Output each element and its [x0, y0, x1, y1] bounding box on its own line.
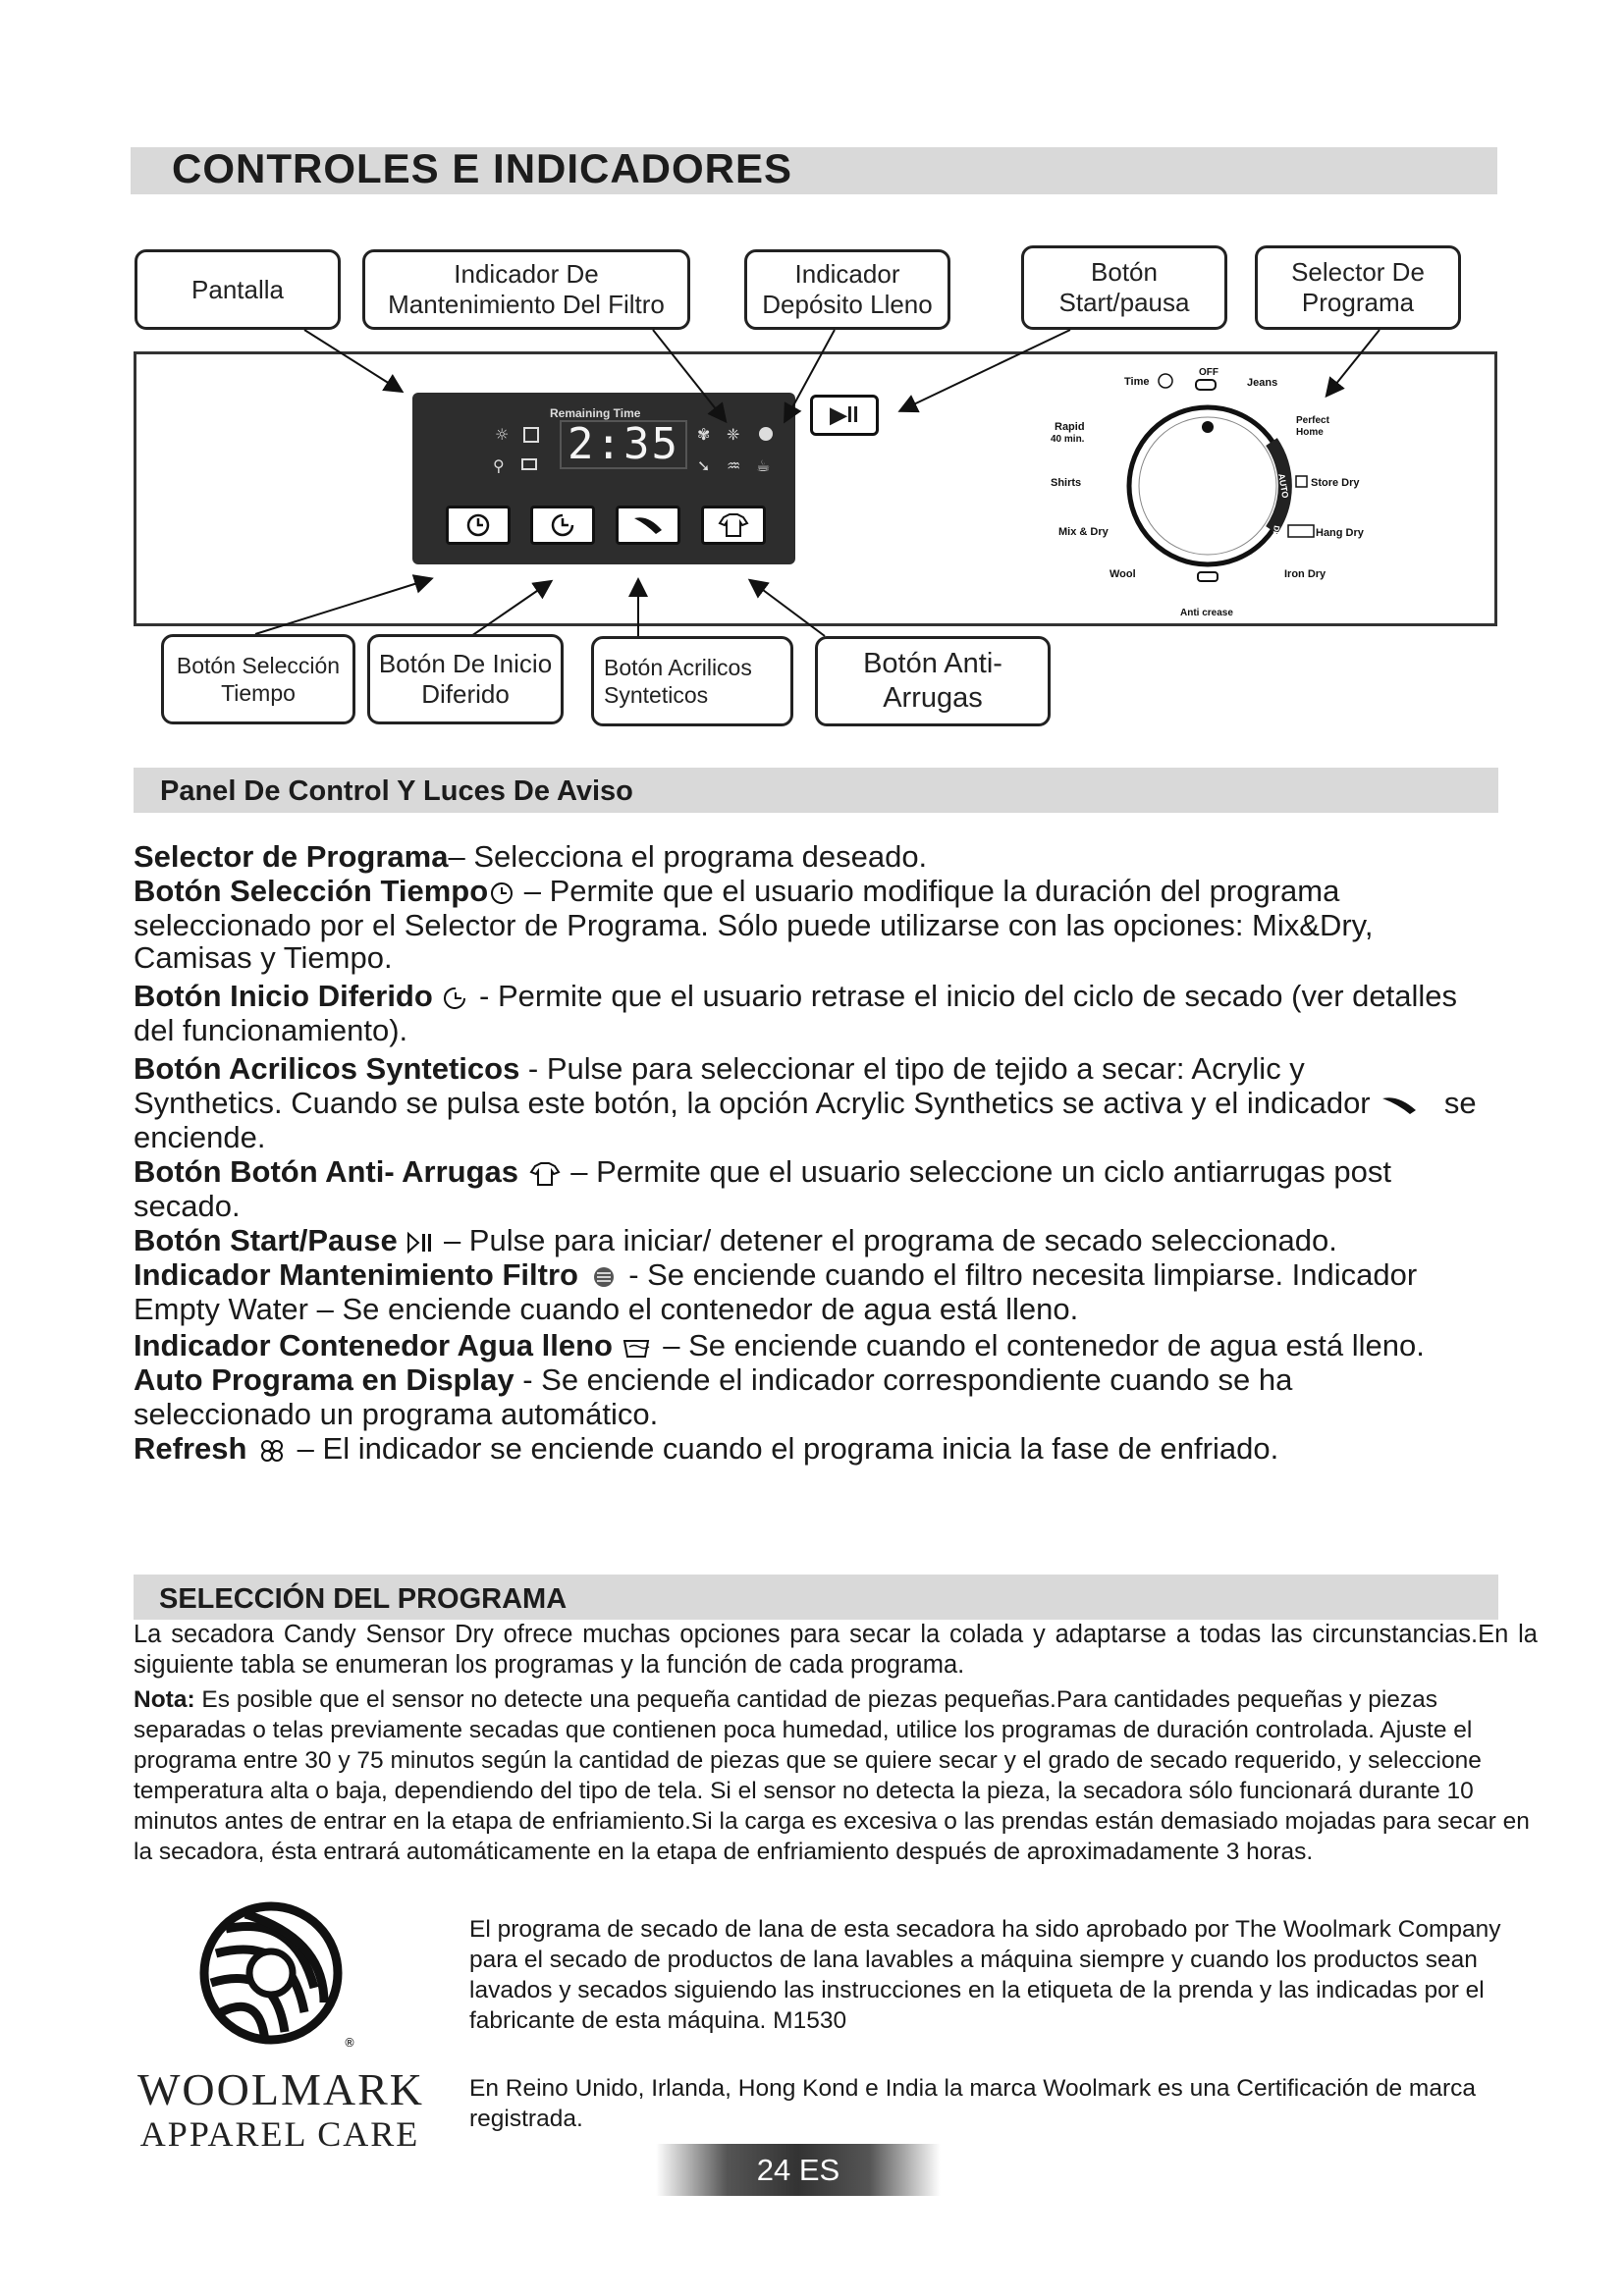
dial-hang-dry-label: Hang Dry — [1316, 527, 1364, 539]
desc-line-water-indicator: Indicador Contenedor Agua lleno – Se enciende cuando el contenedor de agua está lleno. — [134, 1328, 1425, 1362]
desc-line: Camisas y Tiempo. — [134, 940, 393, 975]
svg-text:➘: ➘ — [697, 456, 711, 475]
woolmark-logo — [177, 1895, 442, 2052]
desc-line-delay-button: Botón Inicio Diferido - Permite que el usuario retrase el inicio del ciclo de secado (ver detalles — [134, 979, 1457, 1013]
callout-pantalla: Pantalla — [135, 249, 341, 330]
dial-mix-dry-label: Mix & Dry — [1058, 526, 1109, 538]
svg-text:♒: ♒ — [727, 456, 741, 475]
callout-program-selector: Selector De Programa — [1255, 245, 1461, 330]
page-number: 24 ES — [756, 2153, 840, 2187]
shirt-icon — [527, 1160, 563, 1188]
dial-shirts-label: Shirts — [1051, 477, 1082, 489]
filter-icon — [587, 1263, 621, 1291]
dial-wool-label: Wool — [1110, 568, 1136, 580]
woolmark-line2: APPAREL CARE — [139, 2114, 420, 2154]
dial-drying-label: DRYING — [1267, 524, 1281, 557]
dial-jeans-label: Jeans — [1247, 377, 1278, 389]
clock-icon — [488, 880, 515, 907]
section-header-program — [134, 1575, 1498, 1620]
svg-text:☕: ☕ — [756, 456, 771, 475]
callout-tank-indicator: Indicador Depósito Lleno — [744, 249, 950, 330]
svg-text:✾: ✾ — [697, 425, 711, 444]
desc-line-filter-indicator: Indicador Mantenimiento Filtro - Se enciende cuando el filtro necesita limpiarse. Indicador — [134, 1257, 1418, 1292]
section-title-panel: Panel De Control Y Luces De Aviso — [160, 775, 633, 807]
woolmark-trademark: En Reino Unido, Irlanda, Hong Kond e India la marca Woolmark es una Certificación de marca registrada. — [469, 2075, 1476, 2132]
dial-iron-dry-label: Iron Dry — [1284, 568, 1326, 580]
callout-filter-indicator: Indicador De Mantenimiento Del Filtro — [362, 249, 690, 330]
callout-anti-crease-button: Botón Anti- Arrugas — [815, 636, 1051, 726]
page-title: CONTROLES E INDICADORES — [172, 145, 793, 191]
refresh-fan-icon — [255, 1437, 289, 1465]
dial-home-label: Home — [1296, 427, 1324, 438]
leaf-icon — [1379, 1093, 1422, 1118]
page-number-bar — [656, 2144, 941, 2196]
desc-line: Empty Water – Se enciende cuando el contenedor de agua está lleno. — [134, 1292, 1079, 1326]
svg-text:☼: ☼ — [495, 425, 510, 444]
callout-acrylic-button: Botón Acrilicos Synteticos — [591, 636, 793, 726]
desc-line: Synthetics. Cuando se pulsa este botón, la opción Acrylic Synthetics se activa y el indicador se — [134, 1086, 1477, 1120]
desc-line: seleccionado un programa automático. — [134, 1397, 659, 1431]
desc-line-start-button: Botón Start/Pause – Pulse para iniciar/ detener el programa de secado seleccionado. — [134, 1223, 1337, 1257]
play-pause-icon — [406, 1230, 435, 1255]
desc-line-refresh: Refresh – El indicador se enciende cuando el programa inicia la fase de enfriado. — [134, 1431, 1279, 1466]
callout-start-button: Botón Start/pausa — [1021, 245, 1227, 330]
dial-rapid-min-label: 40 min. — [1051, 434, 1085, 445]
svg-text:❈: ❈ — [727, 425, 740, 444]
desc-line-anti-crease-button: Botón Botón Anti- Arrugas – Permite que el usuario seleccione un ciclo antiarrugas post — [134, 1154, 1392, 1189]
desc-line-auto-program: Auto Programa en Display - Se enciende el indicador correspondiente cuando se ha — [134, 1362, 1293, 1397]
time-readout: 2:35 — [560, 420, 687, 469]
dial-time-label: Time — [1124, 376, 1150, 388]
remaining-time-label: Remaining Time — [550, 406, 641, 420]
callout-delay-button: Botón De Inicio Diferido — [367, 634, 564, 724]
section-title-program: SELECCIÓN DEL PROGRAMA — [159, 1583, 568, 1615]
acrylic-suffix: se — [1443, 1086, 1477, 1120]
desc-line: enciende. — [134, 1120, 266, 1154]
desc-line: seleccionado por el Selector de Programa. Sólo puede utilizarse con las opciones: Mix&Dry, — [134, 908, 1374, 942]
dial-store-dry-label: Store Dry — [1311, 477, 1360, 489]
desc-line-acrylic-button: Botón Acrilicos Synteticos - Pulse para seleccionar el tipo de tejido a secar: Acrylic y — [134, 1051, 1305, 1086]
callout-time-button: Botón Selección Tiempo — [161, 634, 355, 724]
dial-perfect-label: Perfect — [1296, 415, 1329, 426]
desc-line: del funcionamiento). — [134, 1013, 408, 1047]
descriptions — [134, 839, 1528, 1466]
woolmark-wordmark — [137, 2065, 422, 2154]
dial-auto-label: AUTO — [1276, 472, 1291, 500]
woolmark-line1: WOOLMARK — [137, 2064, 424, 2114]
dial-anti-crease-label: Anti crease — [1180, 608, 1233, 618]
dial-rapid-label: Rapid — [1055, 421, 1085, 433]
water-tank-icon — [622, 1335, 655, 1361]
svg-text:®: ® — [344, 2036, 355, 2050]
intro-paragraph: La secadora Candy Sensor Dry ofrece muchas opciones para secar la colada y adaptarse a todas las circunstancias.En la siguiente tabla se enumeran los programas y la función de cada programa. — [134, 1621, 1538, 1679]
note-label: Nota: — [134, 1686, 195, 1713]
desc-line-program-selector: Selector de Programa– Selecciona el programa deseado. — [134, 839, 928, 874]
woolmark-paragraph: El programa de secado de lana de esta secadora ha sido aprobado por The Woolmark Company para el secado de productos de lana lavables a máquina siempre y cuando los productos sean lavados y secados siguiendo las instrucciones en la etiqueta de la prenda y las indicadas por el fabricante de esta máquina. M1530 — [469, 1916, 1501, 2034]
delay-clock-icon — [441, 984, 470, 1013]
section-header-panel — [134, 768, 1498, 813]
desc-line: secado. — [134, 1189, 241, 1223]
dial-off-label: OFF — [1199, 367, 1218, 378]
play-pause-icon: ▶ll — [830, 402, 859, 427]
svg-text:⚲: ⚲ — [493, 456, 505, 475]
desc-line-time-button: Botón Selección Tiempo – Permite que el usuario modifique la duración del programa — [134, 874, 1340, 908]
note-paragraph: Nota: Es posible que el sensor no detecte una pequeña cantidad de piezas pequeñas.Para cantidades pequeñas y piezas separadas o telas previamente secadas que contienen poca humedad, utilice los programas de duración controlada. Ajuste el programa entre 30 y 75 minutos según la cantidad de piezas que se quiere secar y el grado de secado requerido, y seleccione temperatura alta o baja, dependiendo del tipo de tela. Si el sensor no detecta la pieza, la secadora sólo funcionará durante 10 minutos antes de entrar en la etapa de enfriamiento.Si la carga es excesiva o las prendas están demasiado mojadas para secar en la secadora, ésta entrará automáticamente en la etapa de enfriamiento después de aproximadamente 3 horas. — [134, 1686, 1530, 1865]
